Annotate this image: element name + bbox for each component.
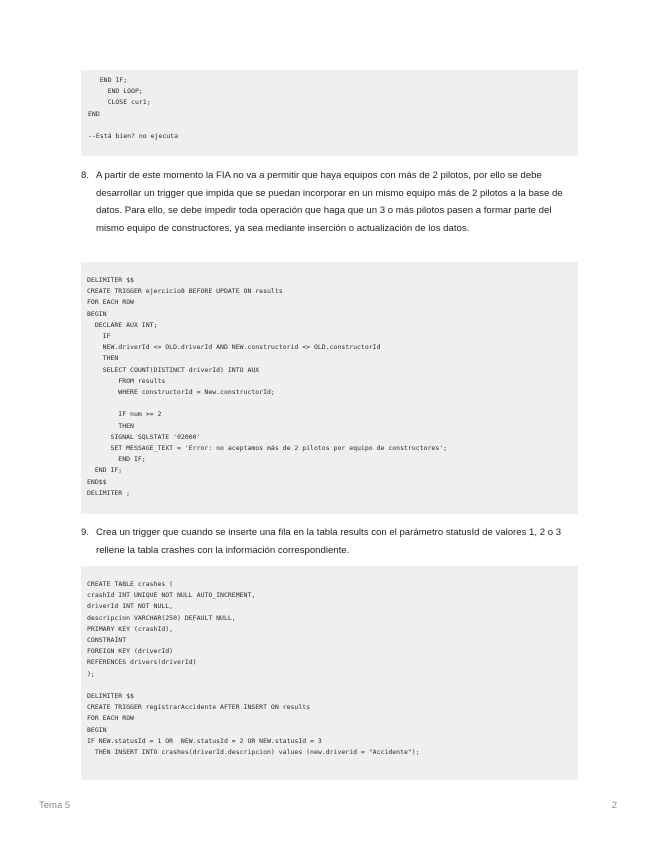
code-text: END IF; END LOOP; CLOSE cur1; END --Está bien? no ejecuta [88, 76, 179, 141]
exercise-item-8 [81, 167, 581, 237]
code-text: CREATE TABLE crashes ( crashId INT UNIQUE NOT NULL AUTO_INCREMENT, driverId INT NOT NULL, descripcion VARCHAR(250) DEFAULT NULL, PRIMARY KEY (crashId), CONSTRAINT FOREIGN KEY (driverId) REFERENCES drivers(driverId) ); DELIMITER $$ CREATE TRIGGER registrarAccidente AFTER INSERT ON results FOR EACH ROW BEGIN IF NEW.statusId = 1 OR NEW.statusId = 2 OR NEW.statusId = 3 THEN INSERT INTO crashes(driverId.descripcion) values (new.driverid = "Accidente"); [87, 580, 420, 757]
code-block-trigger-end [81, 70, 578, 156]
footer-section-label: Tema 5 [39, 800, 71, 811]
code-block-ejercicio8 [81, 262, 578, 514]
footer-page-number: 2 [611, 800, 617, 811]
item-text: Crea un trigger que cuando se inserte una fila en la tabla results con el parámetro statusId de valores 1, 2 o 3 rellene la tabla crashes con la información correspondiente. [96, 527, 562, 556]
item-number: 9. [81, 527, 90, 538]
item-number: 8. [81, 170, 90, 181]
item-text: A partir de este momento la FIA no va a permitir que haya equipos con más de 2 pilotos, por ello se debe desarrollar un trigger que impida que se puedan incorporar en un mismo equipo más de 2 pilotos a la base de datos. Para ello, se debe impedir toda operación que haga que un 3 o más pilotos pasen a formar parte del mismo equipo de constructores, ya sea mediante inserción o actualización de los datos. [96, 170, 563, 234]
code-block-crashes [81, 566, 578, 780]
code-text: DELIMITER $$ CREATE TRIGGER ejercicio8 BEFORE UPDATE ON results FOR EACH ROW BEGIN DECLARE AUX INT; IF NEW.driverId <> OLD.driverId AND NEW.constructorid <> OLD.constructorId THEN SELECT COUNT(DISTINCT driverId) INTO AUX FROM results WHERE constructorId = New.constructorId; IF num >= 2 THEN SIGNAL SQLSTATE '02000' SET MESSAGE_TEXT = 'Error: no aceptamos más de 2 pilotos por equipo de constructores'; END IF; END IF; END$$ DELIMITER ; [87, 276, 448, 497]
exercise-item-9 [81, 524, 581, 559]
